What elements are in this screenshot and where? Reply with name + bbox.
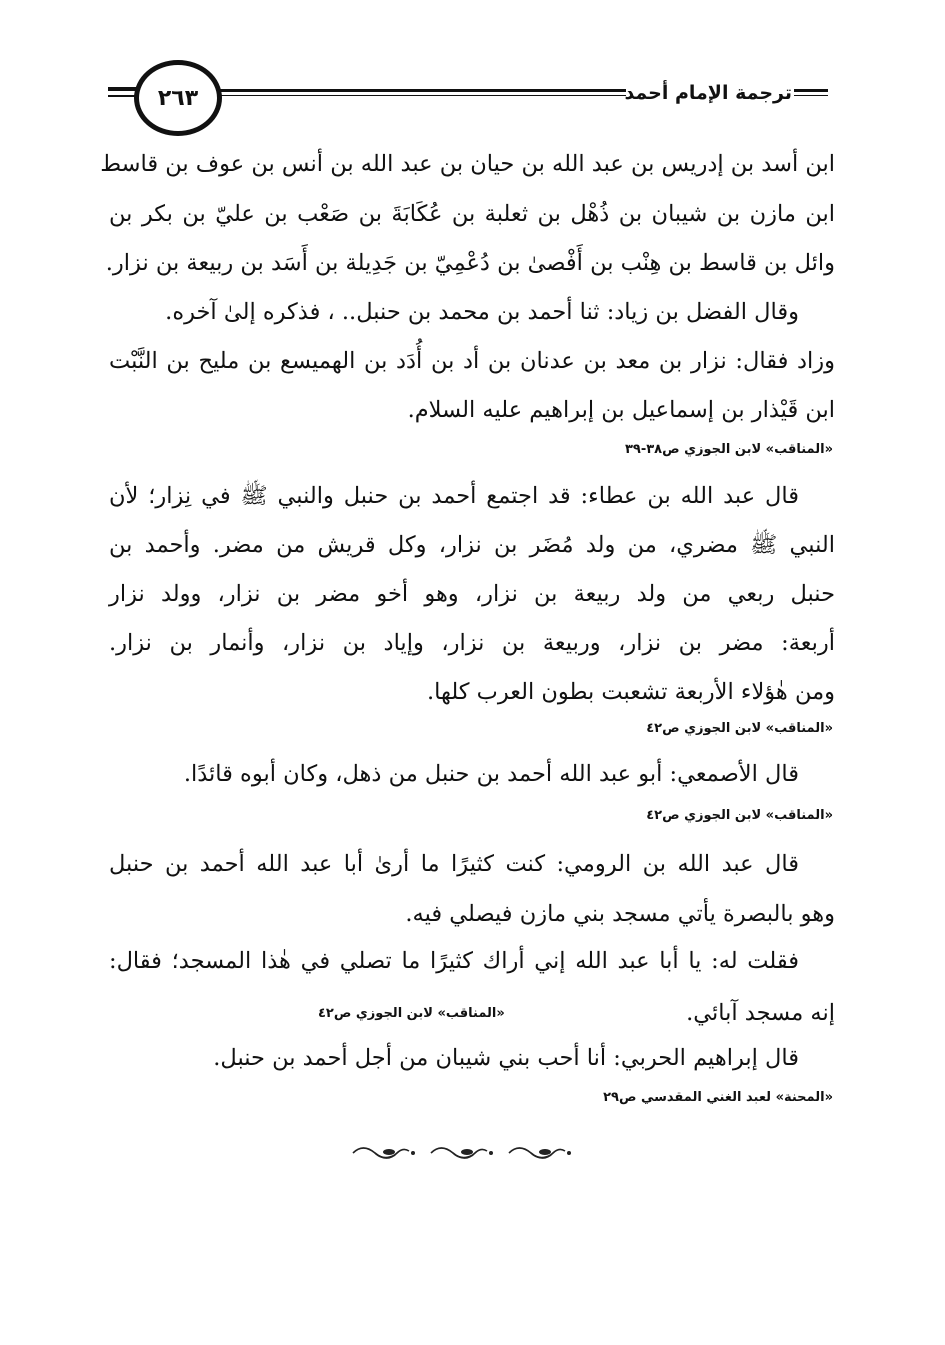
citation: «المناقب» لابن الجوزي ص٣٨-٣٩ [624,442,833,457]
text-line: قال الأصمعي: أبو عبد الله أحمد بن حنبل من ذهل، وكان أبوه قائدًا. [183,761,799,787]
header-rule [200,95,626,96]
text-line: فقلت له: يا أبا عبد الله إني أراك كثيرًا ما تصلي في هٰذا المسجد؛ فقال: [109,948,799,974]
text-line: وزاد فقال: نزار بن معد بن عدنان بن أد بن أُدَد بن الهميسع بن مليح بن النَّبْت [109,348,835,374]
text-line: وائل بن قاسط بن هِنْب بن أَفْصىٰ بن دُعْمِيّ بن جَدِيلة بن أَسَد بن ربيعة بن نزار. [105,250,835,276]
header-rule [794,89,828,92]
text-line: حنبل ربعي من ولد ربيعة بن نزار، وهو أخو مضر بن نزار، وولد نزار [109,581,835,607]
text-line: النبي ﷺ مضري، من ولد مُضَر بن نزار، وكل قريش من مضر. وأحمد بن [109,532,835,558]
page-number: ٢٦٣ [134,60,222,136]
text-line: ابن قَيْذار بن إسماعيل بن إبراهيم عليه السلام. [407,397,835,423]
text-line: ابن مازن بن شيبان بن ذُهْل بن ثعلبة بن عُكَابَةَ بن صَعْب بن عليّ بن بكر بن [109,201,835,227]
citation: «المناقب» لابن الجوزي ص٤٢ [646,721,833,736]
header-rule [794,95,828,96]
text-line: قال إبراهيم الحربي: أنا أحب بني شيبان من أجل أحمد بن حنبل. [213,1045,799,1071]
text-line: وقال الفضل بن زياد: ثنا أحمد بن محمد بن حنبل.. ، فذكره إلىٰ آخره. [165,299,799,325]
text-line: وهو بالبصرة يأتي مسجد بني مازن فيصلي فيه. [405,901,835,927]
text-line: قال عبد الله بن الرومي: كنت كثيرًا ما أرىٰ أبا عبد الله أحمد بن حنبل [109,851,799,877]
citation: «المناقب» لابن الجوزي ص٤٢ [646,808,833,823]
text-line: ومن هٰؤلاء الأربعة تشعبت بطون العرب كلها. [426,679,835,705]
text-line: قال عبد الله بن عطاء: قد اجتمع أحمد بن حنبل والنبي ﷺ في نِزار؛ لأن [109,483,799,509]
running-title: ترجمة الإمام أحمد [624,82,792,104]
citation: «المناقب» لابن الجوزي ص٤٢ [318,1006,505,1021]
text-line: أربعة: مضر بن نزار، وربيعة بن نزار، وإياد بن نزار، وأنمار بن نزار. [109,630,835,656]
decorative-divider-icon [345,1140,585,1166]
header-rule [200,89,626,92]
text-line: إنه مسجد آبائي. [686,1000,835,1026]
citation: «المحنة» لعبد الغني المقدسي ص٢٩ [603,1090,833,1105]
text-line: ابن أسد بن إدريس بن عبد الله بن حيان بن عبد الله بن أنس بن عوف بن قاسط [100,151,835,177]
